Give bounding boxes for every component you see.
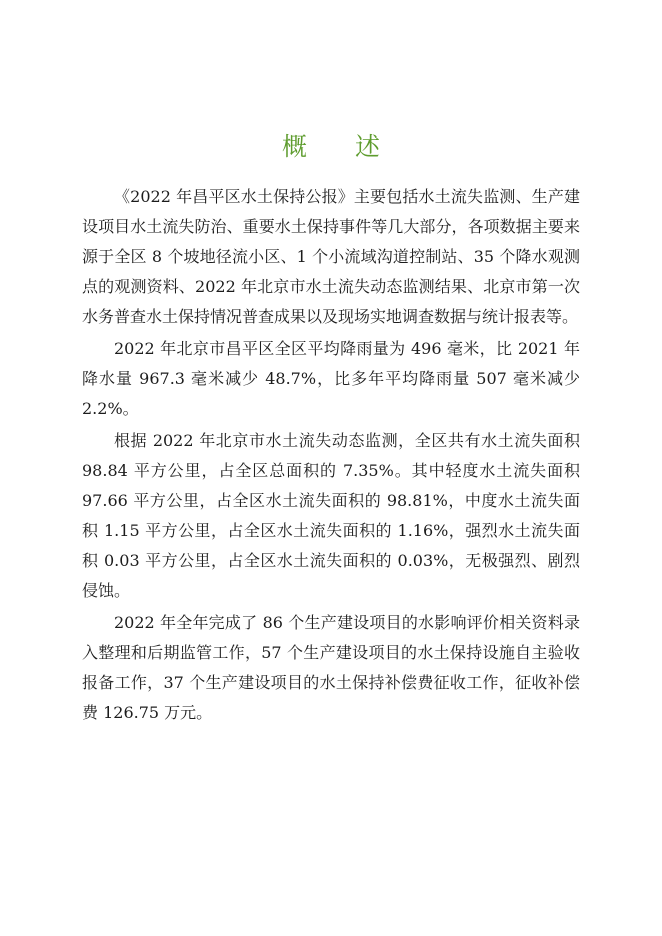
paragraph-rainfall: 2022 年北京市昌平区全区平均降雨量为 496 毫米，比 2021 年降水量 967.3 毫米减少 48.7%，比多年平均降雨量 507 毫米减少 2.2%。 <box>82 339 580 418</box>
page-title: 概 述 <box>282 132 400 161</box>
body-text <box>82 182 580 730</box>
paragraph-projects: 2022 年全年完成了 86 个生产建设项目的水影响评价相关资料录入整理和后期监管工作，57 个生产建设项目的水土保持设施自主验收报备工作，37 个生产建设项目的水土保持补偿费征收工作，征收补偿费 126.75 万元。 <box>82 613 580 722</box>
paragraph-erosion-area: 根据 2022 年北京市水土流失动态监测，全区共有水土流失面积 98.84 平方公里，占全区总面积的 7.35%。其中轻度水土流失面积 97.66 平方公里，占全区水土流失面积的 98.81%，中度水土流失面积 1.15 平方公里，占全区水土流失面积的 1.16%，强烈水土流失面积 0.03 平方公里，占全区水土流失面积的 0.03%，无极强烈、剧烈侵蚀。 <box>82 431 580 600</box>
paragraph-overview: 《2022 年昌平区水土保持公报》主要包括水土流失监测、生产建设项目水土流失防治、重要水土保持事件等几大部分，各项数据主要来源于全区 8 个坡地径流小区、1 个小流域沟道控制站、35 个降水观测点的观测资料、2022 年北京市水土流失动态监测结果、北京市第一次水务普查水土保持情况普查成果以及现场实地调查数据与统计报表等。 <box>82 187 580 326</box>
